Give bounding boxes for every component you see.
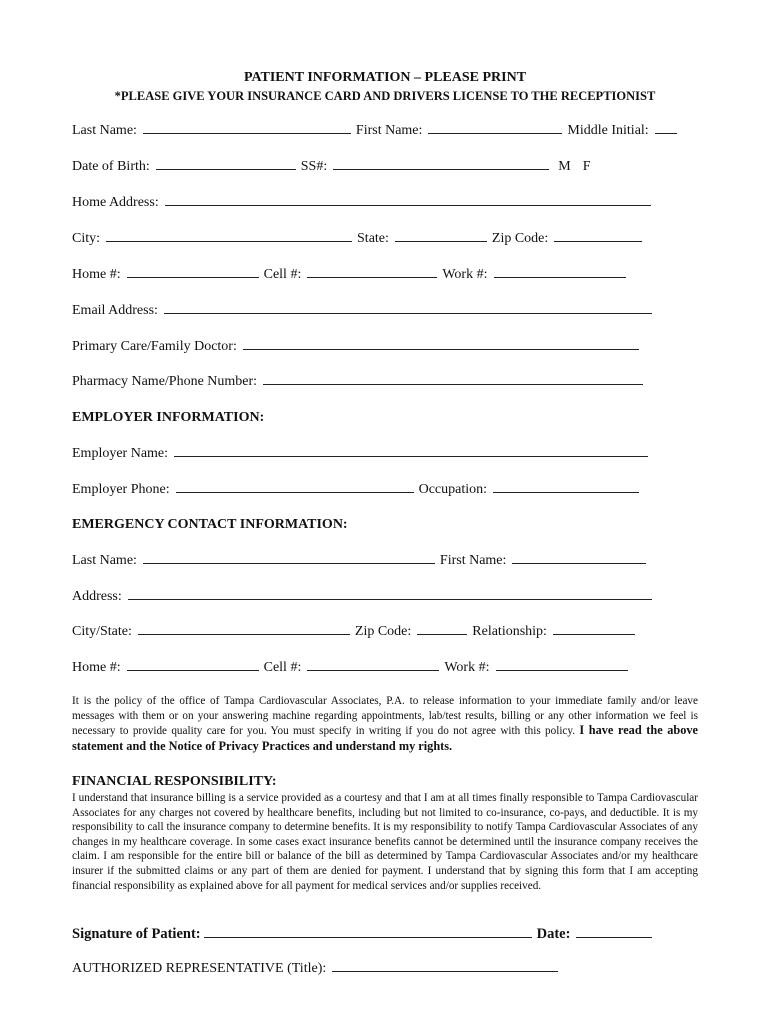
employer-name-field[interactable]: [174, 455, 648, 457]
emergency-heading: EMERGENCY CONTACT INFORMATION:: [72, 517, 348, 532]
home-address-field[interactable]: [165, 204, 651, 206]
date-label: Date:: [536, 926, 571, 942]
emergency-home-phone-label: Home #:: [72, 660, 121, 675]
city-field[interactable]: [106, 240, 352, 242]
financial-responsibility-text: I understand that insurance billing is a service provided as a courtesy and that I am at all times finally responsible to Tampa Cardiovascular Associates for any charges not covered by healthcare benefits, including but not limited to co-insurance, co-pays, and deductible. It is my responsibility to call the insurance company to determine benefits. It is my responsibility to notify Tampa Cardiovascular Associates of any changes in my healthcare coverage. In some cases exact insurance benefits cannot be determined until the insurance company receives the claim. I am responsible for the entire bill or balance of the bill as determined by Tampa Cardiovascular Associates and/or my healthcare insurer if the submitted claims or any part of them are denied for payment. I understand that by signing this form that I am accepting financial responsibility as explained above for all payment for medical services and/or supplies received.: [72, 792, 698, 892]
emergency-name-row: [72, 553, 651, 569]
occupation-label: Occupation:: [418, 482, 488, 497]
representative-label: AUTHORIZED REPRESENTATIVE (Title):: [72, 961, 327, 976]
emergency-address-label: Address:: [72, 589, 122, 604]
emergency-phone-row: [72, 660, 633, 676]
last-name-field[interactable]: [143, 132, 351, 134]
home-address-row: [72, 195, 656, 211]
emergency-city-state-field[interactable]: [138, 633, 350, 635]
employer-name-row: [72, 446, 653, 462]
ss-label: SS#:: [300, 159, 328, 174]
cell-phone-field[interactable]: [307, 276, 437, 278]
ss-field[interactable]: [333, 168, 549, 170]
city-label: City:: [72, 231, 101, 246]
emergency-zip-field[interactable]: [417, 633, 467, 635]
signature-label: Signature of Patient:: [72, 926, 201, 942]
emergency-first-name-label: First Name:: [439, 553, 507, 568]
state-field[interactable]: [395, 240, 487, 242]
emergency-cell-phone-field[interactable]: [307, 669, 439, 671]
middle-initial-label: Middle Initial:: [567, 123, 649, 138]
pharmacy-row: [72, 374, 648, 390]
phone-row: [72, 267, 631, 283]
emergency-work-phone-label: Work #:: [444, 660, 490, 675]
form-title: PATIENT INFORMATION – PLEASE PRINT: [243, 70, 527, 85]
emergency-city-row: [72, 624, 640, 640]
representative-row: [72, 961, 563, 977]
signature-field[interactable]: [204, 936, 532, 938]
email-row: [72, 303, 657, 319]
dob-field[interactable]: [156, 168, 296, 170]
dob-row: [72, 159, 602, 175]
home-address-label: Home Address:: [72, 195, 159, 210]
dob-label: Date of Birth:: [72, 159, 150, 174]
doctor-row: [72, 339, 644, 355]
email-label: Email Address:: [72, 303, 158, 318]
privacy-acknowledgement: I have read the above statement and the Notice of Privacy Practices and understand my rights.: [72, 723, 698, 753]
form-subtitle: *PLEASE GIVE YOUR INSURANCE CARD AND DRIVERS LICENSE TO THE RECEPTIONIST: [114, 89, 656, 103]
date-field[interactable]: [576, 936, 652, 938]
last-name-label: Last Name:: [72, 123, 137, 138]
first-name-label: First Name:: [355, 123, 423, 138]
email-field[interactable]: [164, 312, 652, 314]
zip-field[interactable]: [554, 240, 642, 242]
patient-name-row: [72, 123, 682, 139]
emergency-relationship-label: Relationship:: [472, 624, 547, 639]
work-phone-label: Work #:: [442, 267, 488, 282]
emergency-home-phone-field[interactable]: [127, 669, 259, 671]
employer-phone-field[interactable]: [176, 491, 414, 493]
sex-option-m[interactable]: M: [558, 159, 571, 174]
emergency-address-row: [72, 589, 657, 605]
emergency-cell-phone-label: Cell #:: [263, 660, 302, 675]
doctor-field[interactable]: [243, 348, 639, 350]
work-phone-field[interactable]: [494, 276, 626, 278]
emergency-address-field[interactable]: [128, 598, 652, 600]
privacy-policy-text: It is the policy of the office of Tampa Cardiovascular Associates, P.A. to release information to your immediate family and/or leave messages with them or on your answering machine regarding appointments, lab/test results, billing or any other information we feel is necessary to provide quality care for you. You must specify in writing if you do not agree with this policy.: [72, 695, 698, 738]
first-name-field[interactable]: [428, 132, 562, 134]
emergency-relationship-field[interactable]: [553, 633, 635, 635]
city-row: [72, 231, 647, 247]
middle-initial-field[interactable]: [655, 132, 677, 134]
pharmacy-field[interactable]: [263, 383, 643, 385]
occupation-field[interactable]: [493, 491, 639, 493]
employer-heading: EMPLOYER INFORMATION:: [72, 410, 265, 425]
privacy-policy-paragraph: [72, 694, 698, 754]
emergency-last-name-field[interactable]: [143, 562, 435, 564]
employer-phone-row: [72, 482, 644, 498]
emergency-last-name-label: Last Name:: [72, 553, 137, 568]
home-phone-field[interactable]: [127, 276, 259, 278]
emergency-first-name-field[interactable]: [512, 562, 646, 564]
emergency-work-phone-field[interactable]: [496, 669, 628, 671]
financial-heading: FINANCIAL RESPONSIBILITY:: [72, 774, 277, 789]
home-phone-label: Home #:: [72, 267, 121, 282]
zip-label: Zip Code:: [491, 231, 549, 246]
emergency-zip-label: Zip Code:: [354, 624, 412, 639]
representative-field[interactable]: [332, 970, 558, 972]
employer-name-label: Employer Name:: [72, 446, 169, 461]
state-label: State:: [357, 231, 389, 246]
signature-row: [72, 926, 657, 943]
sex-options: [558, 159, 602, 175]
emergency-city-state-label: City/State:: [72, 624, 132, 639]
sex-option-f[interactable]: F: [582, 159, 591, 174]
employer-phone-label: Employer Phone:: [72, 482, 170, 497]
doctor-label: Primary Care/Family Doctor:: [72, 339, 237, 354]
pharmacy-label: Pharmacy Name/Phone Number:: [72, 374, 258, 389]
cell-phone-label: Cell #:: [263, 267, 302, 282]
